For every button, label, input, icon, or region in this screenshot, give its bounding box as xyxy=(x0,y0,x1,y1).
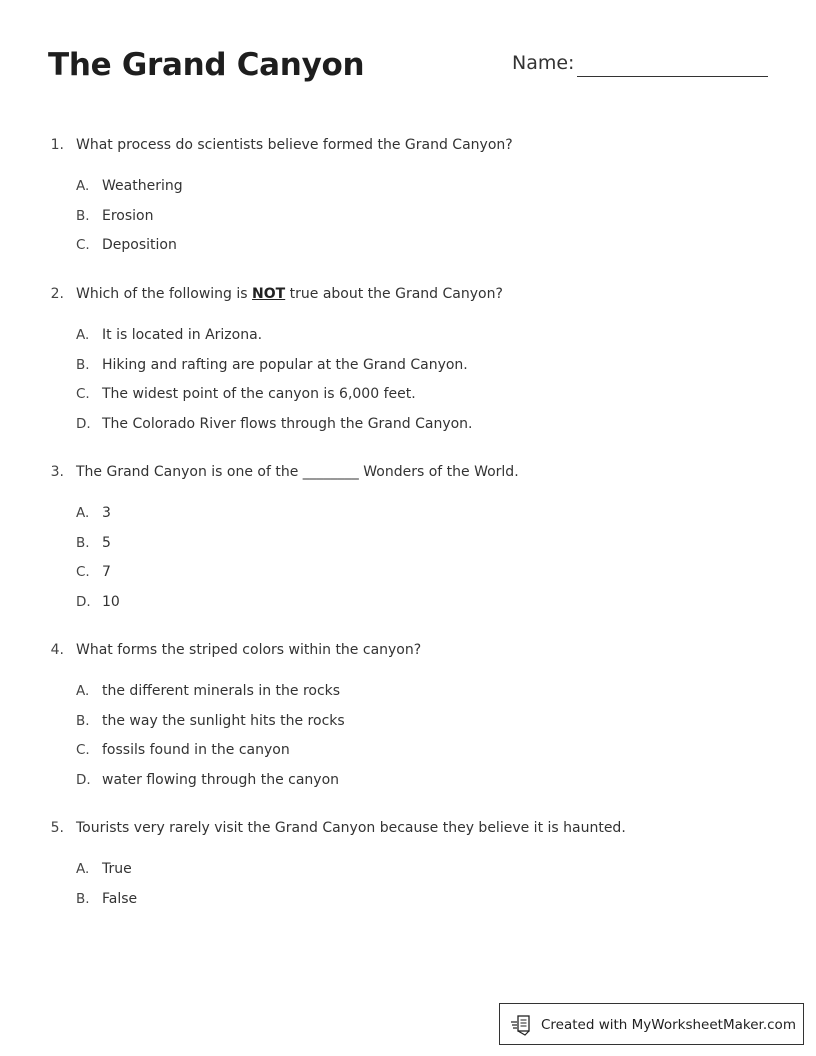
choice-item[interactable] xyxy=(0,234,816,264)
choice-text: It is located in Arizona. xyxy=(102,327,263,343)
choice-item[interactable] xyxy=(0,413,816,443)
choice-text: The Colorado River flows through the Grand Canyon. xyxy=(102,415,473,432)
question-text: What forms the striped colors within the canyon? xyxy=(76,642,422,658)
question-text xyxy=(76,283,503,305)
question-text: What process do scientists believe formed the Grand Canyon? xyxy=(76,137,513,153)
choice-list xyxy=(0,502,816,620)
worksheet-maker-logo-icon xyxy=(510,1014,532,1036)
choice-text: Deposition xyxy=(102,237,177,253)
choice-list xyxy=(0,858,816,917)
choice-text: True xyxy=(102,861,132,877)
choice-text: Erosion xyxy=(102,207,154,224)
choice-text: 7 xyxy=(102,564,111,580)
name-label: Name: xyxy=(512,52,575,74)
choice-item[interactable] xyxy=(0,324,816,354)
question-text-end: true about the Grand Canyon? xyxy=(285,286,503,302)
question-4 xyxy=(0,639,816,798)
question-text-start: Which of the following is xyxy=(76,286,253,302)
question-emphasis: NOT xyxy=(252,286,286,302)
choice-text: False xyxy=(102,890,138,907)
choice-letter: B. xyxy=(76,207,90,224)
question-number: 2. xyxy=(50,286,64,302)
choice-list xyxy=(0,680,816,798)
choice-text: Weathering xyxy=(102,178,183,194)
question-text: The Grand Canyon is one of the ________ Wonders of the World. xyxy=(76,464,519,480)
choice-item[interactable] xyxy=(0,769,816,799)
choice-letter: B. xyxy=(76,712,90,729)
choice-letter: D. xyxy=(76,771,91,788)
choice-letter: C. xyxy=(76,742,90,758)
choice-item[interactable] xyxy=(0,561,816,591)
choice-item[interactable] xyxy=(0,858,816,888)
choice-text: the different minerals in the rocks xyxy=(102,683,341,699)
choice-text: 3 xyxy=(102,505,111,521)
choice-item[interactable] xyxy=(0,680,816,710)
question-text: Tourists very rarely visit the Grand Canyon because they believe it is haunted. xyxy=(76,820,626,836)
choice-text: water flowing through the canyon xyxy=(102,771,340,788)
name-field-line[interactable] xyxy=(577,76,768,77)
choice-letter: A. xyxy=(76,683,90,699)
choice-item[interactable] xyxy=(0,175,816,205)
choice-item[interactable] xyxy=(0,591,816,621)
choice-item[interactable] xyxy=(0,502,816,532)
choice-item[interactable] xyxy=(0,710,816,740)
page-title: The Grand Canyon xyxy=(48,47,365,83)
choice-letter: A. xyxy=(76,327,90,343)
choice-item[interactable] xyxy=(0,383,816,413)
choice-letter: B. xyxy=(76,890,90,907)
choice-letter: A. xyxy=(76,178,90,194)
choice-letter: D. xyxy=(76,593,91,610)
choice-text: 10 xyxy=(102,593,120,610)
choice-item[interactable] xyxy=(0,354,816,384)
choice-item[interactable] xyxy=(0,205,816,235)
choice-list xyxy=(0,175,816,264)
question-5 xyxy=(0,817,816,917)
question-3 xyxy=(0,461,816,620)
choice-text: Hiking and rafting are popular at the Grand Canyon. xyxy=(102,356,468,373)
choice-item[interactable] xyxy=(0,888,816,918)
question-1 xyxy=(0,134,816,264)
choice-item[interactable] xyxy=(0,739,816,769)
footer-credit-text: Created with MyWorksheetMaker.com xyxy=(541,1017,796,1033)
question-2 xyxy=(0,283,816,442)
choice-text: 5 xyxy=(102,534,111,551)
choice-letter: C. xyxy=(76,237,90,253)
question-number: 3. xyxy=(50,464,64,480)
choice-letter: C. xyxy=(76,564,90,580)
choice-letter: D. xyxy=(76,415,91,432)
question-number: 5. xyxy=(50,820,64,836)
choice-text: the way the sunlight hits the rocks xyxy=(102,712,345,729)
choice-text: fossils found in the canyon xyxy=(102,742,290,758)
choice-text: The widest point of the canyon is 6,000 feet. xyxy=(102,386,416,402)
choice-letter: A. xyxy=(76,861,90,877)
question-number: 1. xyxy=(50,137,64,153)
choice-item[interactable] xyxy=(0,532,816,562)
choice-letter: C. xyxy=(76,386,90,402)
question-number: 4. xyxy=(50,642,64,658)
choice-letter: A. xyxy=(76,505,90,521)
choice-letter: B. xyxy=(76,356,90,373)
choice-list xyxy=(0,324,816,442)
footer-badge[interactable] xyxy=(499,1003,804,1045)
choice-letter: B. xyxy=(76,534,90,551)
